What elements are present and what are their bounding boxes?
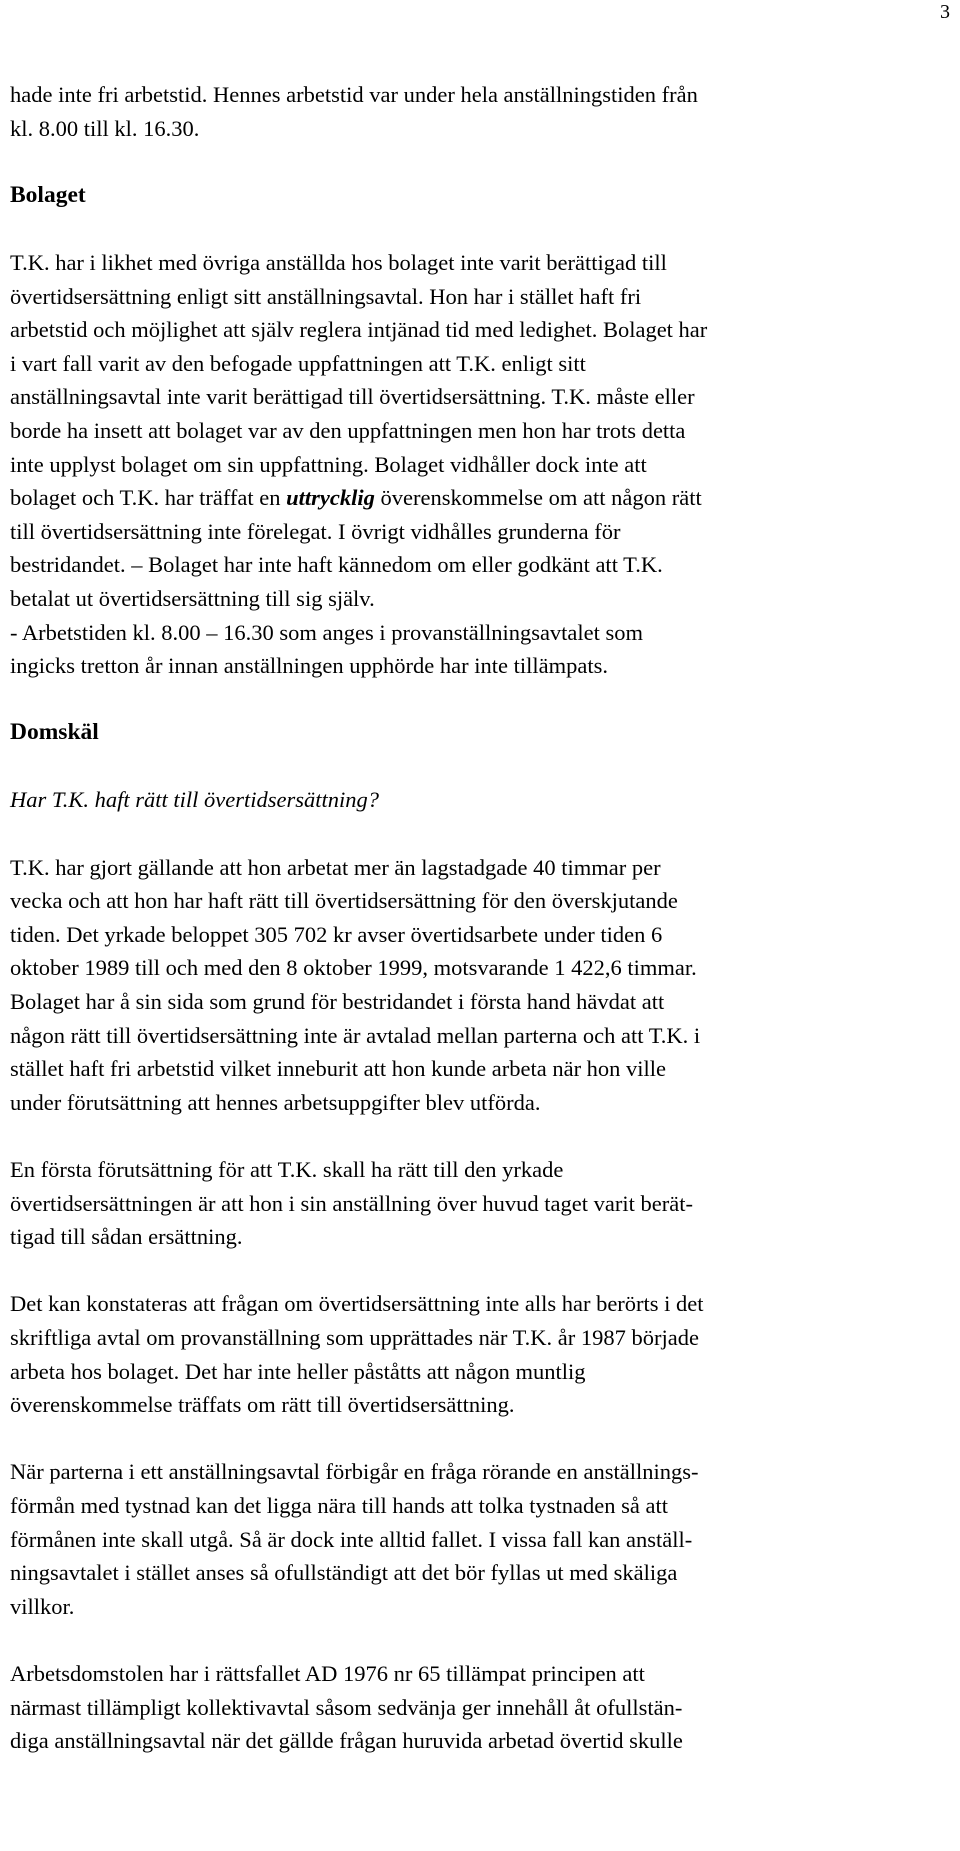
text-line: stället haft fri arbetstid vilket inneburit att hon kunde arbeta när hon ville	[10, 1056, 667, 1082]
text-line-emphasis	[10, 481, 950, 515]
text-line: i vart fall varit av den befogade uppfattningen att T.K. enligt sitt	[10, 350, 586, 376]
heading-bolaget: Bolaget	[10, 181, 86, 208]
document-body	[10, 78, 950, 1758]
text-line: överenskommelse träffats om rätt till övertidsersättning.	[10, 1392, 515, 1418]
text-line: Bolaget har å sin sida som grund för bestridandet i första hand hävdat att	[10, 989, 665, 1015]
text-line: borde ha insett att bolaget var av den uppfattningen men hon har trots detta	[10, 417, 686, 443]
text-line: till övertidsersättning inte förelegat. I övrigt vidhålles grunderna för	[10, 518, 621, 544]
text-line: T.K. har gjort gällande att hon arbetat mer än lagstadgade 40 timmar per	[10, 854, 661, 880]
text-line: bestridandet. – Bolaget har inte haft kännedom om eller godkänt att T.K.	[10, 552, 663, 578]
text-line: hade inte fri arbetstid. Hennes arbetstid var under hela anställningstiden från	[10, 82, 698, 107]
paragraph-5	[10, 1657, 950, 1758]
text-line: diga anställningsavtal när det gällde frågan huruvida arbetad övertid skulle	[10, 1728, 683, 1754]
text-line: betalat ut övertidsersättning till sig själv.	[10, 585, 375, 611]
text-line: tigad till sådan ersättning.	[10, 1224, 243, 1250]
text-line: någon rätt till övertidsersättning inte är avtalad mellan parterna och att T.K. i	[10, 1022, 701, 1048]
text-line: ingicks tretton år innan anställningen upphörde har inte tillämpats.	[10, 653, 608, 679]
text-line: En första förutsättning för att T.K. skall ha rätt till den yrkade	[10, 1157, 564, 1182]
paragraph-4	[10, 1455, 950, 1623]
text-line: - Arbetstiden kl. 8.00 – 16.30 som anges i provanställningsavtalet som	[10, 619, 644, 645]
paragraph-2	[10, 1153, 950, 1254]
text-line: skriftliga avtal om provanställning som upprättades när T.K. år 1987 började	[10, 1324, 699, 1350]
text-line: övertidsersättningen är att hon i sin anställning över huvud taget varit berät-	[10, 1190, 693, 1216]
text-fragment: bolaget och T.K. har träffat en	[10, 485, 287, 511]
text-line: arbetstid och möjlighet att själv reglera intjänad tid med ledighet. Bolaget har	[10, 317, 708, 343]
heading-domskal: Domskäl	[10, 719, 99, 746]
text-line: närmast tillämpligt kollektivavtal såsom sedvänja ger innehåll åt ofullstän-	[10, 1694, 683, 1720]
subheading-question: Har T.K. haft rätt till övertidsersättning?	[10, 787, 379, 813]
paragraph-1	[10, 851, 950, 1120]
text-line: vecka och att hon har haft rätt till övertidsersättning för den överskjutande	[10, 888, 678, 914]
text-line: oktober 1989 till och med den 8 oktober 1999, motsvarande 1 422,6 timmar.	[10, 955, 697, 981]
paragraph-3	[10, 1287, 950, 1421]
text-line: Det kan konstateras att frågan om övertidsersättning inte alls har berörts i det	[10, 1291, 704, 1317]
text-line: förmånen inte skall utgå. Så är dock inte alltid fallet. I vissa fall kan anställ-	[10, 1526, 693, 1552]
bolaget-paragraph	[10, 246, 950, 683]
page-number: 3	[940, 1, 950, 23]
text-line: Arbetsdomstolen har i rättsfallet AD 1976 nr 65 tillämpat principen att	[10, 1660, 645, 1686]
text-line: arbeta hos bolaget. Det har inte heller påståtts att någon muntlig	[10, 1358, 586, 1384]
text-line: T.K. har i likhet med övriga anställda hos bolaget inte varit berättigad till	[10, 249, 667, 275]
text-fragment: överenskommelse om att någon rätt	[374, 485, 702, 511]
text-line: villkor.	[10, 1593, 75, 1619]
text-line: När parterna i ett anställningsavtal förbigår en fråga rörande en anställnings-	[10, 1459, 699, 1485]
intro-paragraph	[10, 78, 950, 145]
text-line: förmån med tystnad kan det ligga nära till hands att tolka tystnaden så att	[10, 1492, 668, 1518]
text-line: övertidsersättning enligt sitt anställningsavtal. Hon har i stället haft fri	[10, 283, 642, 309]
text-line: under förutsättning att hennes arbetsuppgifter blev utförda.	[10, 1089, 541, 1115]
emphasized-word: uttrycklig	[286, 485, 375, 511]
text-line: kl. 8.00 till kl. 16.30.	[10, 115, 200, 141]
text-line: anställningsavtal inte varit berättigad till övertidsersättning. T.K. måste eller	[10, 384, 695, 410]
text-line: inte upplyst bolaget om sin uppfattning. Bolaget vidhåller dock inte att	[10, 451, 647, 477]
text-line: tiden. Det yrkade beloppet 305 702 kr avser övertidsarbete under tiden 6	[10, 921, 663, 947]
text-line: ningsavtalet i stället anses så ofullständigt att det bör fyllas ut med skäliga	[10, 1560, 678, 1586]
